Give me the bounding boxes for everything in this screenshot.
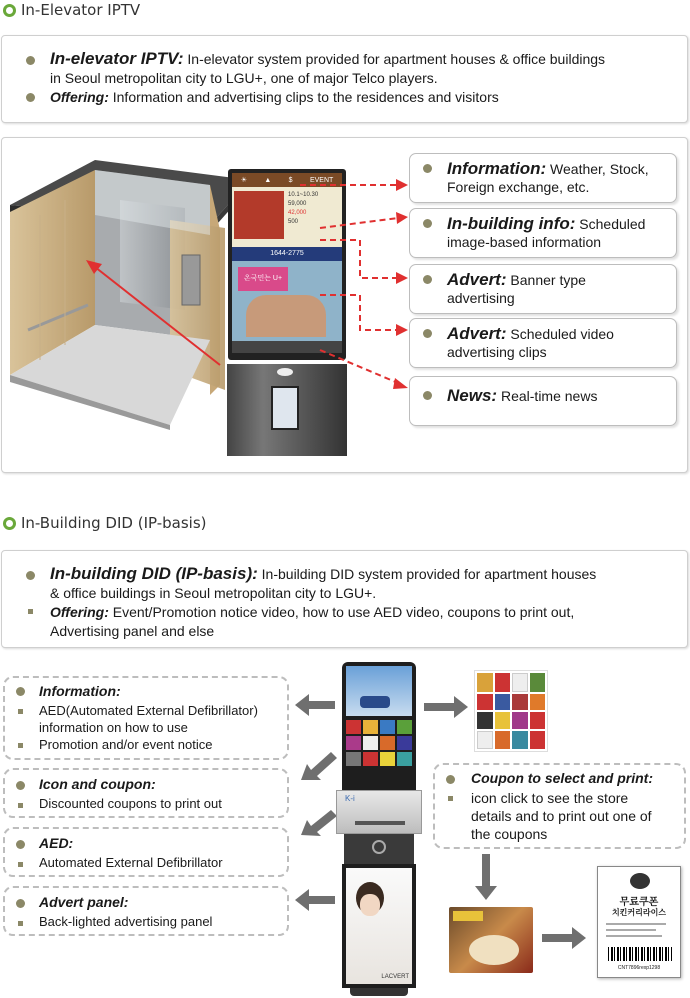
desc: Foreign exchange, etc. xyxy=(447,179,590,195)
square-bullet-icon xyxy=(18,862,23,867)
square-bullet-icon xyxy=(18,709,23,714)
term: Information: xyxy=(447,159,547,178)
callout-news xyxy=(409,376,677,426)
kiosk-printer xyxy=(336,790,422,834)
dates: 10.1~10.30 xyxy=(288,192,319,198)
desc: In-elevator system provided for apartment houses & office buildings xyxy=(187,51,606,67)
desc: advertising xyxy=(447,290,515,306)
kiosk-video xyxy=(346,666,412,716)
term: In-elevator IPTV: xyxy=(50,49,184,68)
box-item: icon click to see the store xyxy=(471,790,629,806)
term: Advert: xyxy=(447,270,507,289)
bullet-icon xyxy=(26,571,35,580)
box-item: Automated External Defibrillator xyxy=(39,855,223,870)
box-item: information on how to use xyxy=(39,720,188,735)
square-bullet-icon xyxy=(18,743,23,748)
coupon-title: 무료쿠폰 xyxy=(619,897,659,908)
stock-icon: ▲ xyxy=(264,176,272,184)
section-heading-iptv xyxy=(3,1,140,19)
coupon-select-box xyxy=(433,763,686,849)
exchange-icon: $ xyxy=(288,176,293,184)
section-title: In-Elevator IPTV xyxy=(21,1,141,19)
desc: Banner type xyxy=(510,272,586,288)
callout-in-building-info xyxy=(409,208,677,258)
kiosk-logo: K-i xyxy=(345,794,355,803)
did-intro-panel xyxy=(1,550,688,648)
aed-icon xyxy=(372,840,386,854)
intro-line: Advertising panel and else xyxy=(50,623,215,639)
aed-box xyxy=(3,827,289,877)
section-title: In-Building DID (IP-basis) xyxy=(21,514,207,532)
bullet-icon xyxy=(16,899,25,908)
printer-slot xyxy=(355,821,405,825)
advert-image xyxy=(346,868,412,984)
box-title: Icon and coupon: xyxy=(39,776,156,792)
iptv-intro-panel xyxy=(1,35,688,123)
intro-line xyxy=(50,88,499,106)
dashed-red-arrows xyxy=(300,170,415,400)
car-image xyxy=(360,696,390,708)
box-item: AED(Automated External Defibrillator) xyxy=(39,703,258,718)
box-title: Coupon to select and print: xyxy=(471,770,653,786)
box-title: AED: xyxy=(39,835,74,851)
desc: advertising clips xyxy=(447,344,547,360)
bullet-icon xyxy=(423,164,432,173)
bullet-icon xyxy=(26,93,35,102)
square-bullet-icon xyxy=(18,921,23,926)
price: 42,000 xyxy=(288,210,307,216)
model-face xyxy=(360,894,380,916)
section-heading-did xyxy=(3,514,207,532)
gray-arrow-down xyxy=(474,854,498,900)
desc: Scheduled video xyxy=(510,326,614,342)
info-box xyxy=(3,676,289,760)
gray-arrow-right-2 xyxy=(542,926,586,950)
red-pointer-arrow xyxy=(80,255,230,375)
did-kiosk xyxy=(342,662,416,996)
desc: Real-time news xyxy=(500,388,598,404)
coupon-icon-grid[interactable] xyxy=(474,670,548,752)
coupon-code: CNT7896rexp1298 xyxy=(617,965,661,971)
bullet-icon xyxy=(423,329,432,338)
intro-line xyxy=(50,565,596,583)
desc: In-building DID system provided for apartment houses xyxy=(261,566,597,582)
advert-panel-box xyxy=(3,886,289,936)
box-title: Advert panel: xyxy=(39,894,129,910)
term: Offering: xyxy=(50,604,109,620)
desc: Event/Promotion notice video, how to use AED video, coupons to print out, xyxy=(112,604,575,620)
bullet-icon xyxy=(423,391,432,400)
coupon-line xyxy=(606,923,666,925)
monitor-in-photo xyxy=(271,386,299,430)
intro-line: & office buildings in Seoul metropolitan city to LGU+. xyxy=(50,585,377,601)
circle-bullet-icon xyxy=(3,4,16,17)
circle-bullet-icon xyxy=(3,517,16,530)
food-coupon-photo xyxy=(449,907,533,973)
desc: Information and advertising clips to the residences and visitors xyxy=(112,89,499,105)
callout-advert-banner xyxy=(409,264,677,314)
desc: Weather, Stock, xyxy=(550,161,649,177)
box-item: details and to print out one of xyxy=(471,808,652,824)
box-item: Back-lighted advertising panel xyxy=(39,914,213,929)
kiosk-top-screen xyxy=(342,662,416,790)
barcode-icon xyxy=(608,947,672,961)
kiosk-advert-panel xyxy=(342,864,416,988)
desc: image-based information xyxy=(447,234,602,250)
ceiling-light xyxy=(277,368,293,376)
square-bullet-icon xyxy=(28,609,33,614)
banner-ad: 온국민는 U+ xyxy=(238,267,288,291)
bullet-icon xyxy=(16,687,25,696)
box-item: Discounted coupons to print out xyxy=(39,796,222,811)
bullet-icon xyxy=(446,775,455,784)
term: In-building DID (IP-basis): xyxy=(50,564,258,583)
term: In-building info: xyxy=(447,214,576,233)
price: 59,000 xyxy=(288,201,307,207)
callout-information xyxy=(409,153,677,203)
intro-line xyxy=(50,50,605,68)
coupon-line xyxy=(606,929,656,931)
gray-arrow-right xyxy=(424,695,468,719)
callout-advert-video xyxy=(409,318,677,368)
box-item: Promotion and/or event notice xyxy=(39,737,213,752)
printed-coupon xyxy=(597,866,681,978)
bullet-icon xyxy=(16,840,25,849)
icon-coupon-box xyxy=(3,768,289,818)
event-label: EVENT xyxy=(309,176,334,184)
bullet-icon xyxy=(423,275,432,284)
coupon-subtitle: 치킨커리라이스 xyxy=(611,908,667,917)
intro-line: in Seoul metropolitan city to LGU+, one of major Telco players. xyxy=(50,70,438,86)
food-image xyxy=(234,191,284,239)
price: 500 xyxy=(288,219,299,225)
kiosk-base xyxy=(350,988,408,996)
coupon-logo xyxy=(630,873,650,889)
box-title: Information: xyxy=(39,683,121,699)
term: Advert: xyxy=(447,324,507,343)
food-logo xyxy=(453,911,483,921)
aed-unit xyxy=(344,834,414,864)
term: News: xyxy=(447,386,498,405)
bullet-icon xyxy=(423,219,432,228)
weather-icon: ☀ xyxy=(240,177,247,184)
kiosk-icon-grid[interactable] xyxy=(346,720,412,766)
box-item: the coupons xyxy=(471,826,548,842)
screen-phone-bar: 1644-2775 xyxy=(232,247,342,261)
intro-line xyxy=(50,603,574,621)
bullet-icon xyxy=(26,56,35,65)
bullet-icon xyxy=(16,781,25,790)
term: Offering: xyxy=(50,89,109,105)
desc: Scheduled xyxy=(579,216,646,232)
square-bullet-icon xyxy=(448,796,453,801)
square-bullet-icon xyxy=(18,803,23,808)
coupon-line xyxy=(606,935,662,937)
plate xyxy=(469,935,519,965)
brand-name: LACVERT xyxy=(381,974,409,980)
